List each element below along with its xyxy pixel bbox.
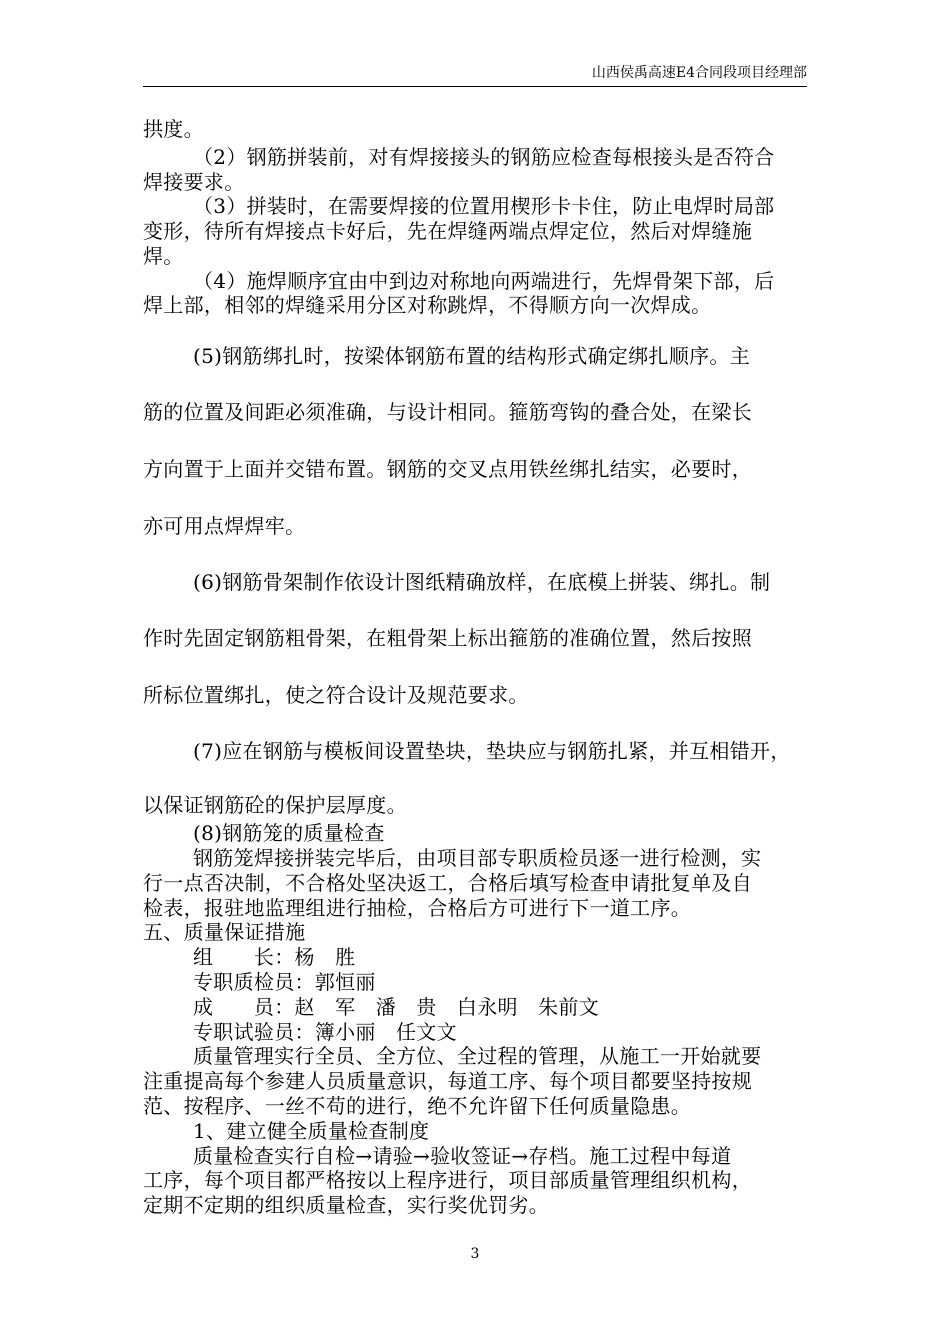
body-line: 焊上部，相邻的焊缝采用分区对称跳焊，不得顺方向一次焊成。 [143,293,712,317]
body-line: 注重提高每个参建人员质量意识，每道工序、每个项目都要坚持按规 [143,1069,752,1093]
body-line: 亦可用点焊焊牢。 [143,514,306,538]
page-header [143,58,807,87]
body-line: （3）拼装时，在需要焊接的位置用楔形卡卡住，防止电焊时局部 [193,194,775,218]
body-line: 筋的位置及间距必须准确，与设计相同。箍筋弯钩的叠合处，在梁长 [143,400,752,424]
body-line: 质量管理实行全员、全方位、全过程的管理，从施工一开始就要 [193,1044,762,1068]
body-line: （2）钢筋拼装前，对有焊接接头的钢筋应检查每根接头是否符合 [193,145,775,169]
body-line: 范、按程序、一丝不苟的进行，绝不允许留下任何质量隐患。 [143,1094,692,1118]
body-line: 成 员：赵 军 潘 贵 白永明 朱前文 [193,995,599,1019]
body-line: 焊。 [143,244,184,268]
body-line: 专职试验员：簿小丽 任文文 [193,1020,457,1044]
body-line: 组 长：杨 胜 [193,945,356,969]
body-line: (8)钢筋笼的质量检查 [193,821,385,845]
body-line: (7)应在钢筋与模板间设置垫块，垫块应与钢筋扎紧，并互相错开， [193,739,791,763]
body-line: 作时先固定钢筋粗骨架，在粗骨架上标出箍筋的准确位置，然后按照 [143,626,752,650]
body-line: (6)钢筋骨架制作依设计图纸精确放样，在底模上拼装、绑扎。制 [193,570,771,594]
header-text: 山西侯禹高速E4合同段项目经理部 [591,65,807,81]
body-line: 所标位置绑扎，使之符合设计及规范要求。 [143,683,529,707]
body-line: 工序，每个项目都严格按以上程序进行，项目部质量管理组织机构， [143,1168,752,1192]
section-heading: 五、质量保证措施 [143,920,306,944]
body-line: 专职质检员：郭恒丽 [193,970,376,994]
body-line: 检表，报驻地监理组进行抽检，合格后方可进行下一道工序。 [143,896,692,920]
body-line: 钢筋笼焊接拼装完毕后，由项目部专职质检员逐一进行检测，实 [193,846,762,870]
body-line: 行一点否决制，不合格处坚决返工，合格后填写检查申请批复单及自 [143,871,752,895]
subsection-heading: 1、建立健全质量检查制度 [193,1119,430,1143]
body-line: 方向置于上面并交错布置。钢筋的交叉点用铁丝绑扎结实，必要时， [143,457,752,481]
body-line: 质量检查实行自检→请验→验收签证→存档。施工过程中每道 [193,1144,732,1168]
body-line: (5)钢筋绑扎时，按梁体钢筋布置的结构形式确定绑扎顺序。主 [193,344,751,368]
body-line: 以保证钢筋砼的保护层厚度。 [143,793,407,817]
body-line: 变形，待所有焊接点卡好后，先在焊缝两端点焊定位，然后对焊缝施 [143,219,752,243]
body-line: （4）施焊顺序宜由中到边对称地向两端进行，先焊骨架下部，后 [193,269,775,293]
body-line: 拱度。 [143,117,204,141]
body-line: 定期不定期的组织质量检查，实行奖优罚劣。 [143,1193,549,1217]
body-line: 焊接要求。 [143,170,245,194]
page-number: 3 [470,1246,480,1262]
